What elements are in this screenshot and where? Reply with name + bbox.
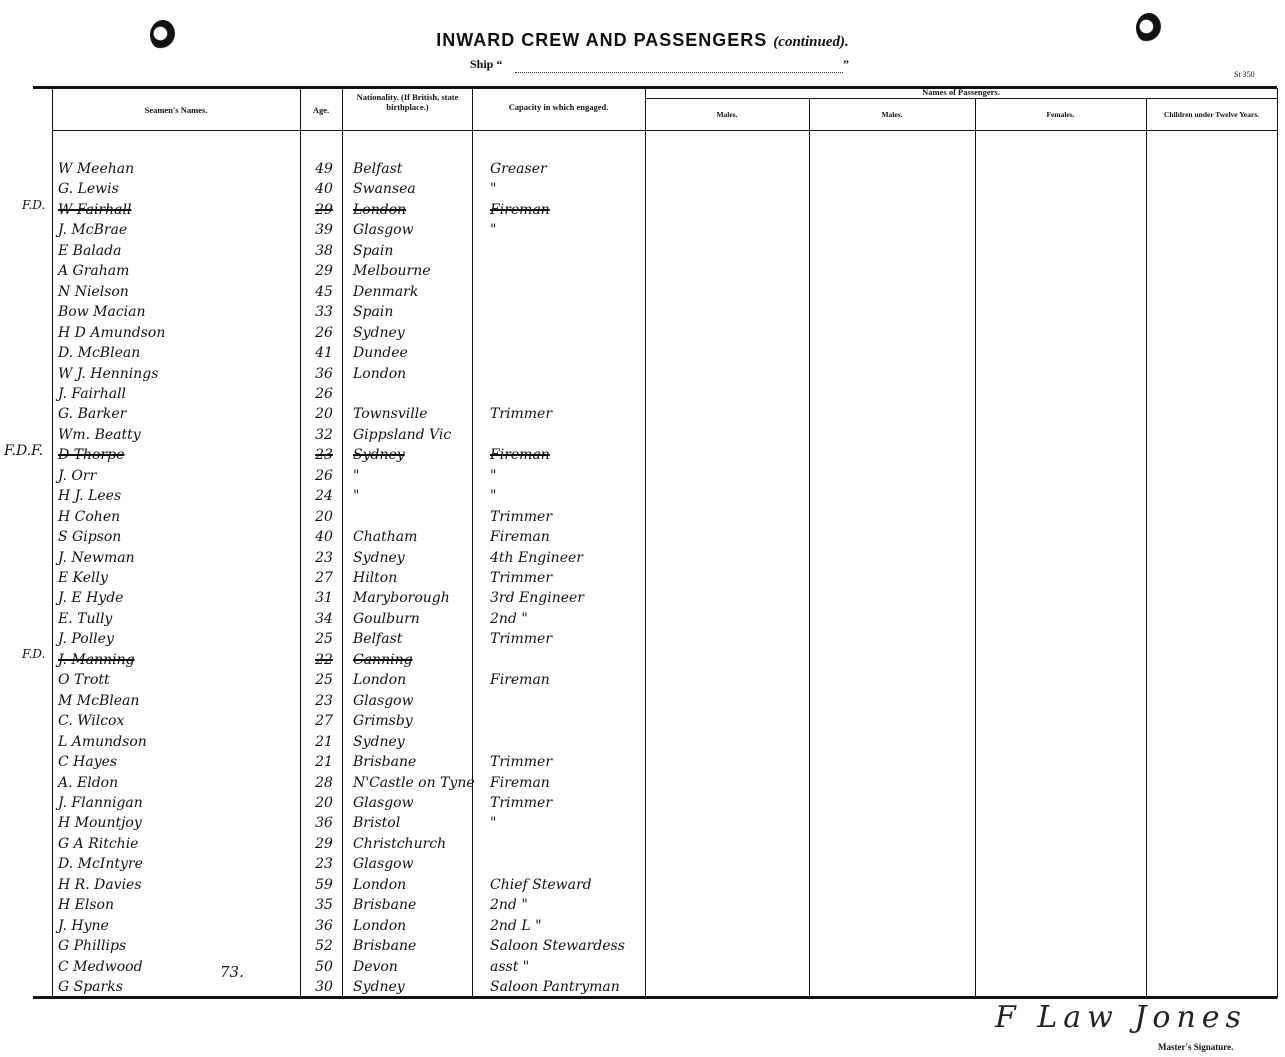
margin-note-3: F.D. [22, 647, 46, 661]
seaman-capacity: Trimmer [490, 406, 553, 422]
seaman-age: 23 [315, 550, 333, 566]
header-seamen-names: Seamen's Names. [144, 105, 208, 115]
seaman-age: 26 [315, 468, 333, 484]
seaman-nationality: London [353, 672, 407, 688]
signature-label: Master's Signature. [1158, 1042, 1234, 1052]
seaman-name: G Sparks [58, 979, 123, 995]
seaman-capacity: 2nd " [490, 611, 528, 627]
seaman-capacity: Trimmer [490, 795, 553, 811]
col-rule-males2 [809, 99, 810, 998]
seaman-age: 22 [315, 652, 333, 668]
page-title [0, 30, 1285, 51]
header-bottom-rule [52, 130, 1277, 131]
seaman-age: 33 [315, 304, 333, 320]
seaman-age: 45 [315, 284, 333, 300]
seaman-capacity: " [490, 488, 497, 504]
seaman-name: A. Eldon [58, 775, 119, 791]
seaman-age: 34 [315, 611, 333, 627]
seaman-age: 27 [315, 570, 333, 586]
col-rule-females [975, 99, 976, 998]
seaman-nationality: Spain [353, 304, 394, 320]
title-text: INWARD CREW AND PASSENGERS [436, 30, 768, 50]
seaman-age: 23 [315, 693, 333, 709]
seaman-nationality: Maryborough [353, 590, 450, 606]
seaman-name: H D Amundson [58, 325, 166, 341]
seaman-capacity: Fireman [490, 202, 550, 218]
seaman-name: S Gipson [58, 529, 122, 545]
seaman-name: W Meehan [58, 161, 135, 177]
seaman-capacity: " [490, 181, 497, 197]
seaman-name: J. Fairhall [58, 386, 127, 402]
seaman-age: 40 [315, 529, 333, 545]
seaman-capacity: 2nd L " [490, 918, 542, 934]
seaman-nationality: London [353, 202, 407, 218]
seaman-capacity: 2nd " [490, 897, 528, 913]
seaman-capacity: Greaser [490, 161, 547, 177]
seaman-nationality: Goulburn [353, 611, 420, 627]
seaman-age: 41 [315, 345, 333, 361]
seaman-nationality: Spain [353, 243, 394, 259]
seaman-age: 39 [315, 222, 333, 238]
header-males-2: Males. [881, 110, 903, 119]
seaman-nationality: Devon [353, 959, 398, 975]
seaman-name: J. E Hyde [58, 590, 124, 606]
seaman-capacity: Fireman [490, 775, 550, 791]
passenger-subheader-rule [645, 98, 1277, 99]
crew-count-note: 73. [220, 963, 244, 981]
col-rule-cap [472, 88, 473, 998]
seaman-capacity: Trimmer [490, 509, 553, 525]
seaman-name: C Medwood [58, 959, 143, 975]
seaman-nationality: " [353, 468, 360, 484]
seaman-nationality: Christchurch [353, 836, 447, 852]
seaman-capacity: Trimmer [490, 754, 553, 770]
seaman-name: L Amundson [58, 734, 147, 750]
seaman-nationality: Sydney [353, 325, 405, 341]
col-rule-left [52, 88, 53, 998]
seaman-name: J. Flannigan [58, 795, 143, 811]
ship-close-quote: ” [843, 57, 849, 71]
seaman-age: 32 [315, 427, 333, 443]
seaman-age: 59 [315, 877, 333, 893]
seaman-capacity: asst " [490, 959, 530, 975]
seaman-age: 49 [315, 161, 333, 177]
seaman-capacity: Chief Steward [490, 877, 592, 893]
header-males-1: Males. [716, 110, 738, 119]
seaman-nationality: London [353, 877, 407, 893]
seaman-nationality: Melbourne [353, 263, 431, 279]
seaman-age: 29 [315, 202, 333, 218]
seaman-capacity: " [490, 222, 497, 238]
header-children: Children under Twelve Years. [1163, 110, 1259, 119]
seaman-capacity: Fireman [490, 672, 550, 688]
seaman-capacity: " [490, 815, 497, 831]
title-suffix: (continued). [773, 34, 849, 50]
seaman-nationality: Glasgow [353, 693, 414, 709]
form-number: St 350 [1234, 70, 1255, 79]
seaman-nationality: Sydney [353, 979, 405, 995]
seaman-capacity: Trimmer [490, 570, 553, 586]
header-age: Age. [312, 105, 330, 115]
col-rule-right [1277, 88, 1278, 998]
seaman-name: G A Ritchie [58, 836, 139, 852]
seaman-name: G Phillips [58, 938, 127, 954]
seaman-name: G. Lewis [58, 181, 119, 197]
seaman-name: J. Manning [58, 652, 135, 668]
seaman-age: 21 [315, 754, 333, 770]
seaman-nationality: Denmark [353, 284, 419, 300]
seaman-nationality: Belfast [353, 631, 403, 647]
seaman-nationality: N'Castle on Tyne [353, 775, 475, 791]
master-signature: F Law Jones [995, 1000, 1247, 1035]
seaman-nationality: Dundee [353, 345, 408, 361]
seaman-name: W Fairhall [58, 202, 132, 218]
seaman-name: J. Orr [58, 468, 97, 484]
seaman-name: C. Wilcox [58, 713, 125, 729]
seaman-age: 29 [315, 263, 333, 279]
ship-name-line [515, 72, 843, 73]
seaman-name: D Thorpe [58, 447, 125, 463]
seaman-name: H Elson [58, 897, 114, 913]
seaman-age: 26 [315, 325, 333, 341]
seaman-age: 25 [315, 631, 333, 647]
seaman-age: 31 [315, 590, 333, 606]
seaman-name: J. Hyne [58, 918, 109, 934]
seaman-nationality: Chatham [353, 529, 418, 545]
header-nationality: Nationality. (If British, state birthplace.) [356, 92, 459, 112]
seaman-capacity: 4th Engineer [490, 550, 583, 566]
seaman-age: 20 [315, 795, 333, 811]
seaman-name: C Hayes [58, 754, 118, 770]
seaman-name: M McBlean [58, 693, 140, 709]
seaman-name: A Graham [58, 263, 130, 279]
seaman-age: 35 [315, 897, 333, 913]
seaman-name: H Mountjoy [58, 815, 142, 831]
seaman-age: 38 [315, 243, 333, 259]
seaman-nationality: " [353, 488, 360, 504]
seaman-nationality: Brisbane [353, 754, 417, 770]
seaman-name: N Nielson [58, 284, 129, 300]
seaman-name: W J. Hennings [58, 366, 159, 382]
seaman-age: 28 [315, 775, 333, 791]
seaman-capacity: Trimmer [490, 631, 553, 647]
seaman-age: 20 [315, 509, 333, 525]
seaman-nationality: Canning [353, 652, 413, 668]
seaman-nationality: Sydney [353, 734, 405, 750]
seaman-age: 25 [315, 672, 333, 688]
seaman-name: H J. Lees [58, 488, 122, 504]
seaman-age: 52 [315, 938, 333, 954]
col-rule-children [1146, 99, 1147, 998]
header-passengers: Names of Passengers. [922, 87, 1000, 97]
seaman-capacity: Saloon Stewardess [490, 938, 625, 954]
col-rule-passengers [645, 88, 646, 998]
seaman-nationality: Gippsland Vic [353, 427, 452, 443]
seaman-nationality: Hilton [353, 570, 398, 586]
seaman-capacity: 3rd Engineer [490, 590, 584, 606]
col-rule-age [300, 88, 301, 998]
seaman-nationality: Glasgow [353, 795, 414, 811]
table-bottom-rule [33, 996, 1277, 999]
seaman-nationality: Sydney [353, 447, 405, 463]
seaman-age: 27 [315, 713, 333, 729]
seaman-name: H Cohen [58, 509, 121, 525]
seaman-capacity: " [490, 468, 497, 484]
seaman-name: J. Polley [58, 631, 114, 647]
header-females: Females. [1046, 110, 1075, 119]
seaman-name: E Balada [58, 243, 122, 259]
seaman-name: H R. Davies [58, 877, 142, 893]
seaman-name: E Kelly [58, 570, 108, 586]
seaman-name: G. Barker [58, 406, 127, 422]
seaman-nationality: Townsville [353, 406, 428, 422]
seaman-name: D. McBlean [58, 345, 141, 361]
seaman-age: 40 [315, 181, 333, 197]
seaman-name: J. Newman [58, 550, 135, 566]
seaman-age: 23 [315, 447, 333, 463]
seaman-nationality: Glasgow [353, 856, 414, 872]
ship-field [470, 57, 502, 72]
seaman-nationality: Belfast [353, 161, 403, 177]
seaman-age: 30 [315, 979, 333, 995]
seaman-name: O Trott [58, 672, 110, 688]
seaman-age: 21 [315, 734, 333, 750]
seaman-nationality: Sydney [353, 550, 405, 566]
seaman-name: D. McIntyre [58, 856, 143, 872]
seaman-age: 50 [315, 959, 333, 975]
seaman-capacity: Saloon Pantryman [490, 979, 620, 995]
seaman-nationality: Brisbane [353, 938, 417, 954]
seaman-age: 36 [315, 366, 333, 382]
seaman-name: Bow Macian [58, 304, 146, 320]
seaman-age: 20 [315, 406, 333, 422]
ship-label: Ship “ [470, 57, 503, 71]
seaman-name: J. McBrae [58, 222, 128, 238]
seaman-age: 36 [315, 815, 333, 831]
seaman-nationality: Bristol [353, 815, 401, 831]
seaman-age: 24 [315, 488, 333, 504]
col-rule-nat [342, 88, 343, 998]
seaman-nationality: Grimsby [353, 713, 413, 729]
seaman-age: 36 [315, 918, 333, 934]
seaman-nationality: London [353, 918, 407, 934]
seaman-capacity: Fireman [490, 529, 550, 545]
seaman-name: Wm. Beatty [58, 427, 141, 443]
seaman-capacity: Fireman [490, 447, 550, 463]
seaman-nationality: Brisbane [353, 897, 417, 913]
seaman-age: 29 [315, 836, 333, 852]
margin-note-2: F.D.F. [4, 443, 44, 459]
seaman-nationality: Swansea [353, 181, 416, 197]
header-capacity: Capacity in which engaged. [508, 102, 609, 112]
seaman-name: E. Tully [58, 611, 113, 627]
seaman-age: 23 [315, 856, 333, 872]
margin-note-1: F.D. [22, 198, 46, 212]
seaman-nationality: London [353, 366, 407, 382]
seaman-nationality: Glasgow [353, 222, 414, 238]
seaman-age: 26 [315, 386, 333, 402]
